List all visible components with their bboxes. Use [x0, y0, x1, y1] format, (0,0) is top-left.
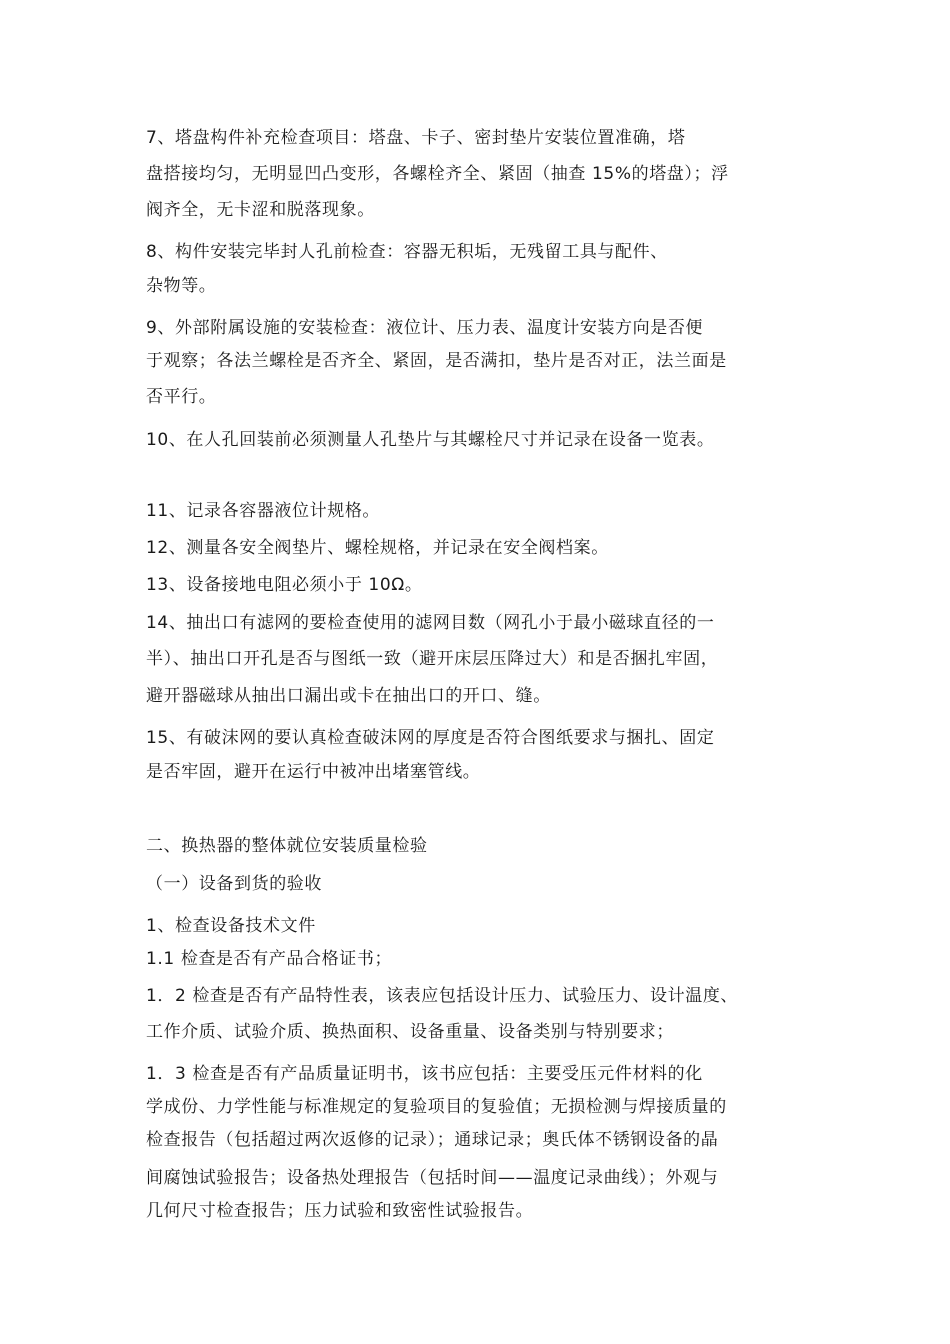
text-line: 工作介质、试验介质、换热面积、设备重量、设备类别与特别要求；	[146, 1022, 674, 1042]
text-line: 11、记录各容器液位计规格。	[146, 501, 381, 521]
text-line: 间腐蚀试验报告；设备热处理报告（包括时间——温度记录曲线）；外观与	[146, 1168, 719, 1188]
text-line: 是否牢固，避开在运行中被冲出堵塞管线。	[146, 762, 481, 782]
text-line: 杂物等。	[146, 276, 217, 296]
text-line: 否平行。	[146, 387, 217, 407]
text-line: 于观察；各法兰螺栓是否齐全、紧固，是否满扣，垫片是否对正，法兰面是	[146, 351, 727, 371]
text-line: 阀齐全，无卡涩和脱落现象。	[146, 200, 375, 220]
text-line: 半）、抽出口开孔是否与图纸一致（避开床层压降过大）和是否捆扎牢固，	[146, 649, 719, 669]
text-line: 避开器磁球从抽出口漏出或卡在抽出口的开口、缝。	[146, 686, 551, 706]
text-line: 1．3 检查是否有产品质量证明书，该书应包括：主要受压元件材料的化	[146, 1064, 703, 1084]
text-line: 10、在人孔回装前必须测量人孔垫片与其螺栓尺寸并记录在设备一览表。	[146, 430, 715, 450]
text-line: 15、有破沫网的要认真检查破沫网的厚度是否符合图纸要求与捆扎、固定	[146, 728, 715, 748]
subsection-heading: （一）设备到货的验收	[146, 874, 322, 894]
text-line: 1.1 检查是否有产品合格证书；	[146, 949, 393, 969]
section-heading: 二、换热器的整体就位安装质量检验	[146, 836, 428, 856]
text-line: 12、测量各安全阀垫片、螺栓规格，并记录在安全阀档案。	[146, 538, 609, 558]
text-line: 1、检查设备技术文件	[146, 916, 316, 936]
text-line: 几何尺寸检查报告；压力试验和致密性试验报告。	[146, 1201, 534, 1221]
text-line: 1．2 检查是否有产品特性表，该表应包括设计压力、试验压力、设计温度、	[146, 986, 739, 1006]
text-line: 14、抽出口有滤网的要检查使用的滤网目数（网孔小于最小磁球直径的一	[146, 613, 715, 633]
text-line: 检查报告（包括超过两次返修的记录）；通球记录；奥氏体不锈钢设备的晶	[146, 1130, 719, 1150]
text-line: 9、外部附属设施的安装检查：液位计、压力表、温度计安装方向是否便	[146, 318, 704, 338]
text-line: 8、构件安装完毕封人孔前检查：容器无积垢，无残留工具与配件、	[146, 242, 668, 262]
text-line: 学成份、力学性能与标准规定的复验项目的复验值；无损检测与焊接质量的	[146, 1097, 727, 1117]
text-line: 盘搭接均匀，无明显凹凸变形，各螺栓齐全、紧固（抽查 15%的塔盘）；浮	[146, 164, 729, 184]
text-line: 7、塔盘构件补充检查项目：塔盘、卡子、密封垫片安装位置准确，塔	[146, 128, 686, 148]
text-line: 13、设备接地电阻必须小于 10Ω。	[146, 575, 423, 595]
